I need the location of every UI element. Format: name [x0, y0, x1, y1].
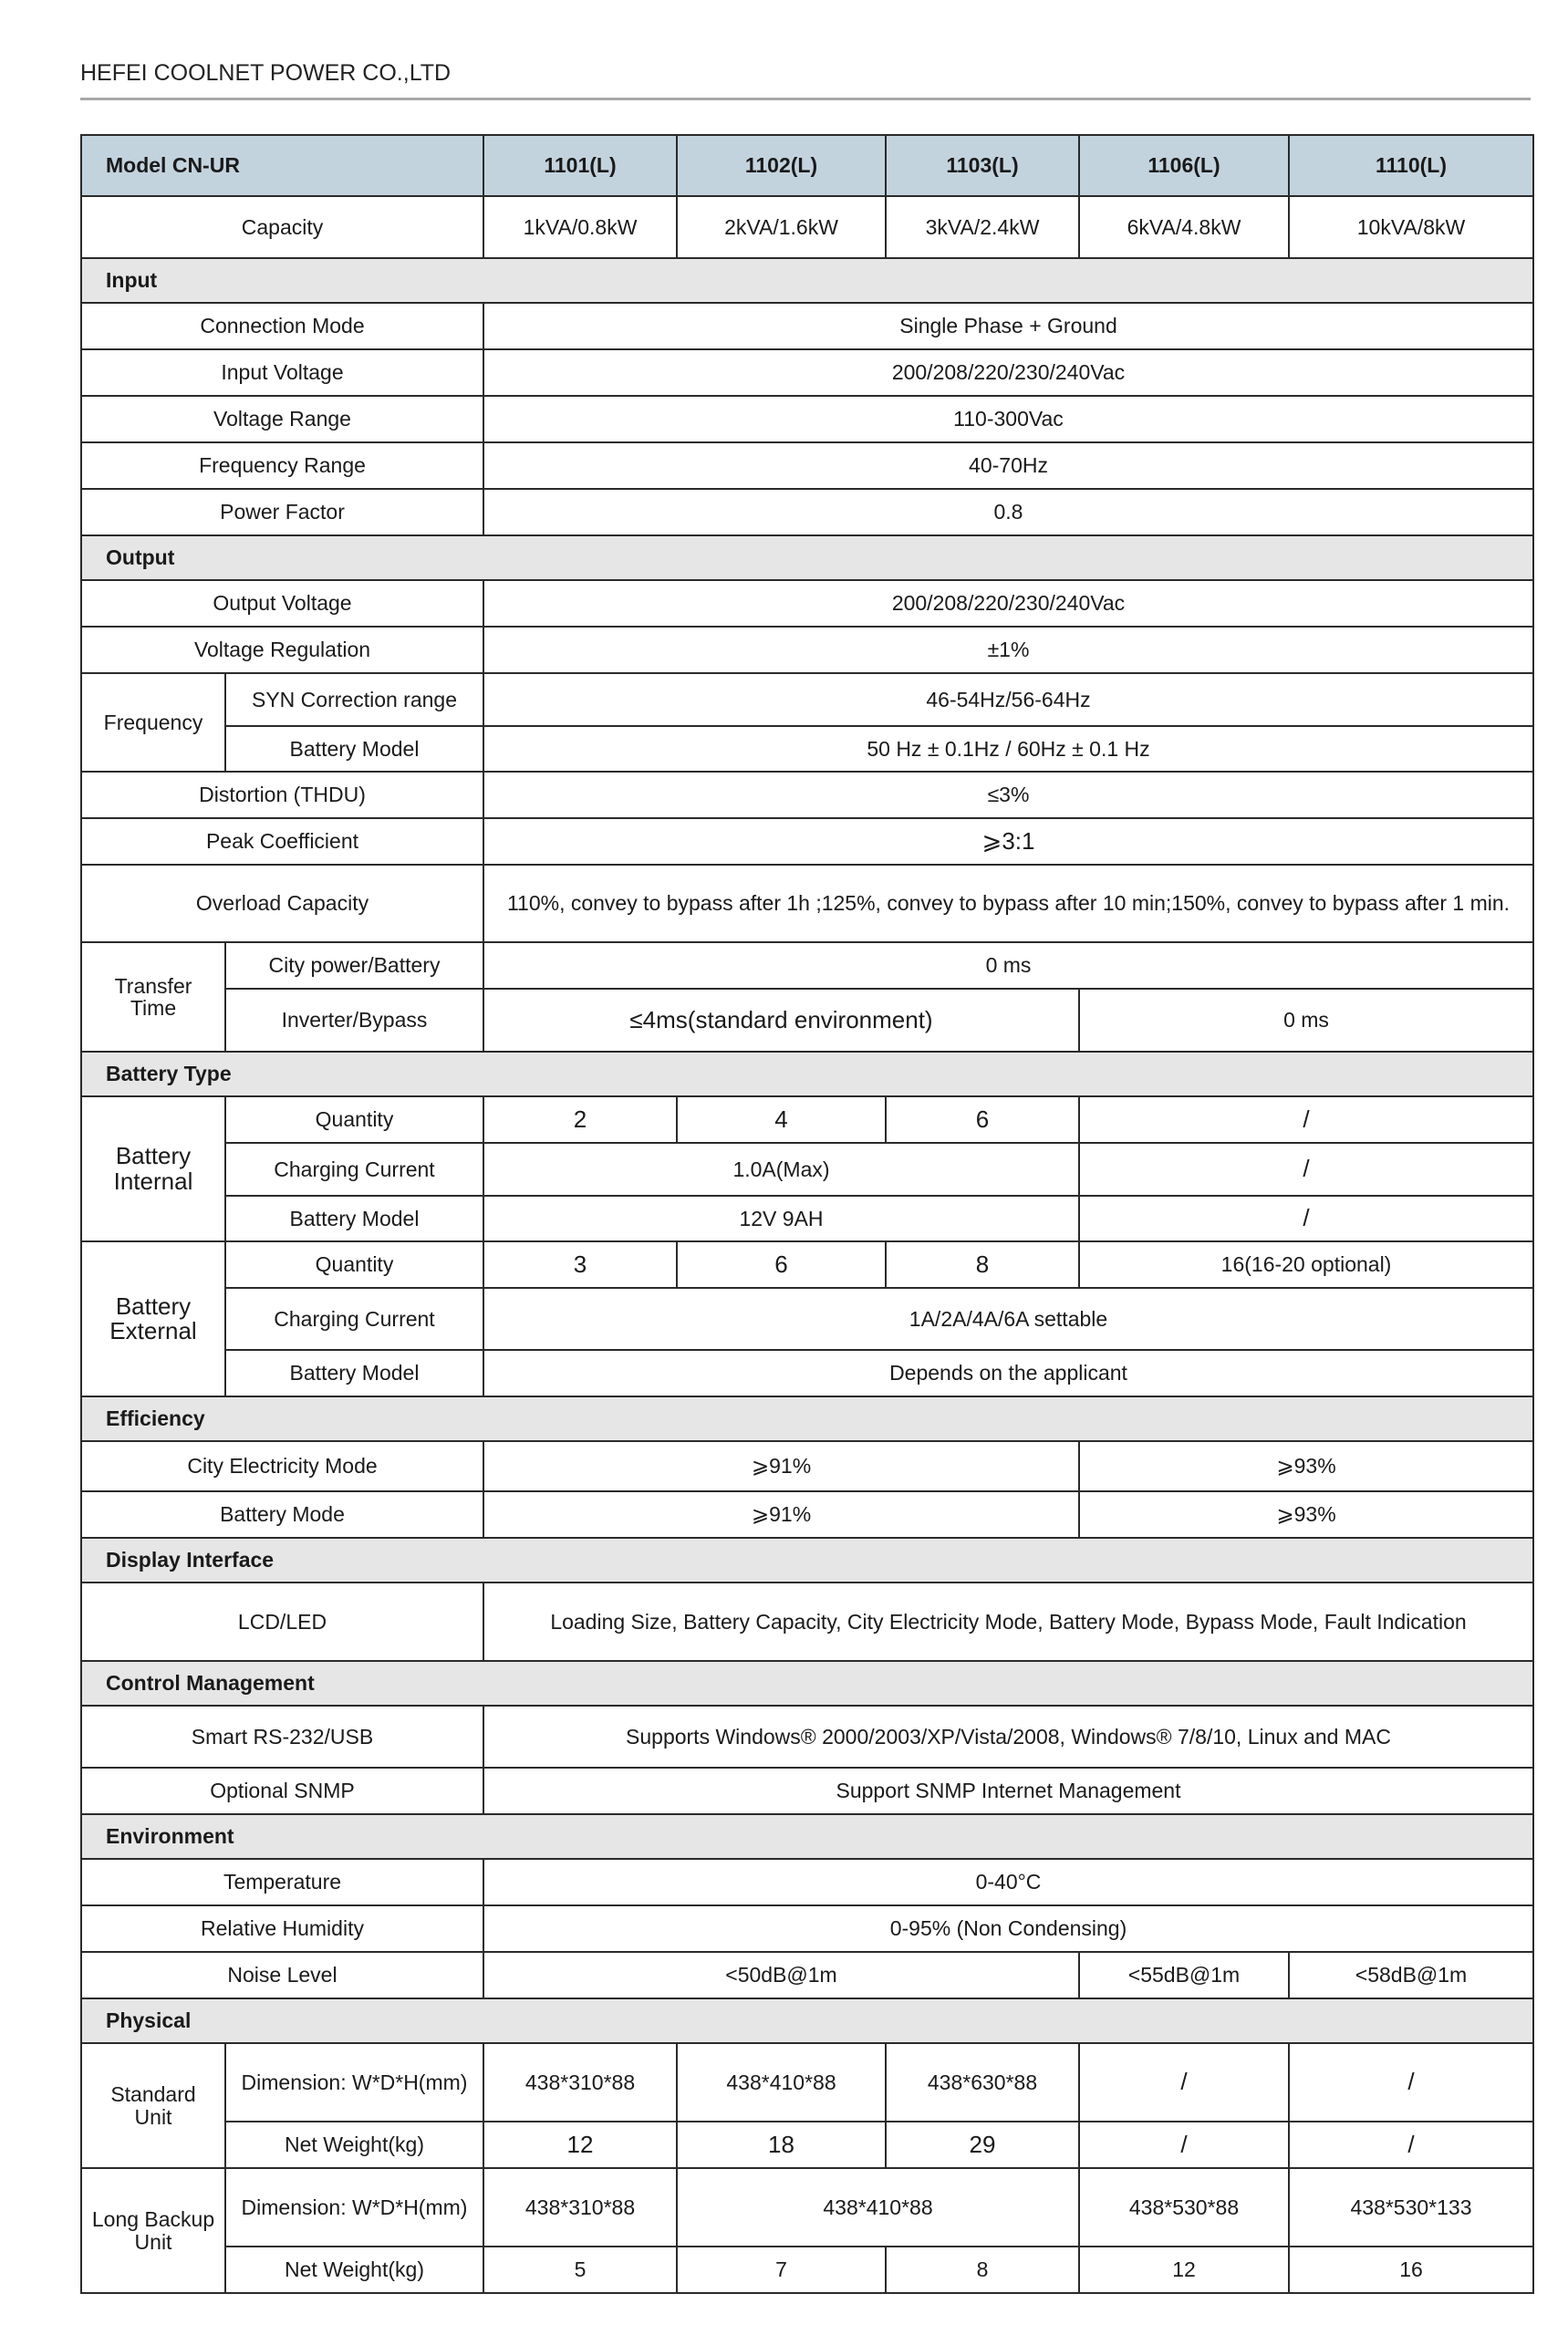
row-value: 438*630*88	[886, 2043, 1079, 2122]
row-label: Output Voltage	[81, 580, 483, 627]
row-label: Dimension: W*D*H(mm)	[225, 2043, 483, 2122]
row-value: 46-54Hz/56-64Hz	[483, 673, 1533, 726]
section-control	[81, 1661, 1533, 1706]
row-value: ⩾91%	[483, 1491, 1079, 1538]
row-label: Overload Capacity	[81, 865, 483, 942]
row-label: Distortion (THDU)	[81, 772, 483, 818]
row-label: Power Factor	[81, 489, 483, 535]
section-title: Control Management	[81, 1661, 1533, 1706]
model-col-3: 1103(L)	[886, 135, 1079, 196]
section-efficiency	[81, 1396, 1533, 1441]
row-value: 16	[1289, 2247, 1533, 2293]
table-row	[81, 1859, 1533, 1905]
row-value: ⩾93%	[1079, 1441, 1533, 1491]
group-label: Standard Unit	[81, 2043, 225, 2168]
row-value: /	[1079, 1143, 1533, 1196]
row-label: Battery Model	[225, 1196, 483, 1241]
table-row	[81, 2122, 1533, 2168]
row-value: /	[1079, 2122, 1289, 2168]
model-header-row	[81, 135, 1533, 196]
row-value: 40-70Hz	[483, 442, 1533, 489]
section-output	[81, 535, 1533, 580]
capacity-value: 6kVA/4.8kW	[1079, 196, 1289, 258]
model-label: Model CN-UR	[81, 135, 483, 196]
row-label: Relative Humidity	[81, 1905, 483, 1952]
table-row	[81, 1350, 1533, 1396]
table-row	[81, 989, 1533, 1052]
section-physical	[81, 1998, 1533, 2043]
row-value: <50dB@1m	[483, 1952, 1079, 1998]
section-display	[81, 1538, 1533, 1583]
row-value: 7	[677, 2247, 886, 2293]
capacity-value: 2kVA/1.6kW	[677, 196, 886, 258]
section-title: Output	[81, 535, 1533, 580]
row-value: ≤3%	[483, 772, 1533, 818]
row-label: Quantity	[225, 1241, 483, 1288]
row-value: 200/208/220/230/240Vac	[483, 580, 1533, 627]
section-title: Environment	[81, 1814, 1533, 1859]
row-label: City power/Battery	[225, 942, 483, 989]
row-value: 438*410*88	[677, 2168, 1079, 2247]
section-title: Physical	[81, 1998, 1533, 2043]
row-value: 4	[677, 1096, 886, 1143]
row-label: Noise Level	[81, 1952, 483, 1998]
table-row	[81, 580, 1533, 627]
row-label: Voltage Regulation	[81, 627, 483, 673]
row-value: /	[1079, 1096, 1533, 1143]
row-label: LCD/LED	[81, 1583, 483, 1661]
table-row	[81, 726, 1533, 772]
row-label: Connection Mode	[81, 303, 483, 349]
row-value: ⩾3:1	[483, 818, 1533, 865]
table-row	[81, 1143, 1533, 1196]
row-value: 0.8	[483, 489, 1533, 535]
row-value: 18	[677, 2122, 886, 2168]
capacity-value: 1kVA/0.8kW	[483, 196, 677, 258]
table-row	[81, 349, 1533, 396]
table-row	[81, 1706, 1533, 1768]
row-value: ±1%	[483, 627, 1533, 673]
row-value: 6	[677, 1241, 886, 1288]
spec-table	[80, 134, 1534, 2294]
table-row	[81, 396, 1533, 442]
row-value: 2	[483, 1096, 677, 1143]
table-row	[81, 2168, 1533, 2247]
row-value: 200/208/220/230/240Vac	[483, 349, 1533, 396]
row-value: /	[1079, 1196, 1533, 1241]
row-value: 8	[886, 1241, 1079, 1288]
section-title: Battery Type	[81, 1052, 1533, 1096]
group-label: Transfer Time	[81, 942, 225, 1052]
model-col-1: 1101(L)	[483, 135, 677, 196]
table-row	[81, 1288, 1533, 1350]
table-row	[81, 772, 1533, 818]
row-value: 29	[886, 2122, 1079, 2168]
company-name: HEFEI COOLNET POWER CO.,LTD	[80, 60, 452, 86]
row-value: ⩾93%	[1079, 1491, 1533, 1538]
row-value: 0 ms	[483, 942, 1533, 989]
table-row	[81, 1905, 1533, 1952]
row-value: 50 Hz ± 0.1Hz / 60Hz ± 0.1 Hz	[483, 726, 1533, 772]
row-label: Battery Mode	[81, 1491, 483, 1538]
table-row	[81, 1241, 1533, 1288]
row-label: Peak Coefficient	[81, 818, 483, 865]
capacity-label: Capacity	[81, 196, 483, 258]
model-col-4: 1106(L)	[1079, 135, 1289, 196]
section-title: Input	[81, 258, 1533, 303]
row-value: 16(16-20 optional)	[1079, 1241, 1533, 1288]
table-row	[81, 2247, 1533, 2293]
row-value: 0 ms	[1079, 989, 1533, 1052]
row-label: Battery Model	[225, 726, 483, 772]
group-label: Battery External	[81, 1241, 225, 1396]
group-label: Battery Internal	[81, 1096, 225, 1241]
row-value: 1A/2A/4A/6A settable	[483, 1288, 1533, 1350]
row-value: Supports Windows® 2000/2003/XP/Vista/2008, Windows® 7/8/10, Linux and MAC	[483, 1706, 1533, 1768]
table-row	[81, 818, 1533, 865]
row-label: Inverter/Bypass	[225, 989, 483, 1052]
row-label: Charging Current	[225, 1288, 483, 1350]
row-value: 0-95% (Non Condensing)	[483, 1905, 1533, 1952]
row-value: /	[1079, 2043, 1289, 2122]
capacity-value: 3kVA/2.4kW	[886, 196, 1079, 258]
table-row	[81, 1441, 1533, 1491]
table-row	[81, 1491, 1533, 1538]
row-value: Depends on the applicant	[483, 1350, 1533, 1396]
table-row	[81, 489, 1533, 535]
table-row	[81, 1952, 1533, 1998]
table-row	[81, 1583, 1533, 1661]
row-value: 110%, convey to bypass after 1h ;125%, convey to bypass after 10 min;150%, convey to bypass after 1 min.	[483, 865, 1533, 942]
row-label: Temperature	[81, 1859, 483, 1905]
row-value: 438*310*88	[483, 2168, 677, 2247]
row-value: <55dB@1m	[1079, 1952, 1289, 1998]
section-battery	[81, 1052, 1533, 1096]
row-label: SYN Correction range	[225, 673, 483, 726]
section-input	[81, 258, 1533, 303]
model-col-5: 1110(L)	[1289, 135, 1533, 196]
row-label: City Electricity Mode	[81, 1441, 483, 1491]
row-label: Dimension: W*D*H(mm)	[225, 2168, 483, 2247]
table-row	[81, 1096, 1533, 1143]
section-title: Display Interface	[81, 1538, 1533, 1583]
row-value: 438*310*88	[483, 2043, 677, 2122]
table-row	[81, 2043, 1533, 2122]
row-label: Battery Model	[225, 1350, 483, 1396]
row-value: ⩾91%	[483, 1441, 1079, 1491]
row-label: Net Weight(kg)	[225, 2122, 483, 2168]
row-label: Input Voltage	[81, 349, 483, 396]
row-label: Optional SNMP	[81, 1768, 483, 1814]
row-value: 3	[483, 1241, 677, 1288]
row-value: 12	[483, 2122, 677, 2168]
row-value: /	[1289, 2122, 1533, 2168]
capacity-value: 10kVA/8kW	[1289, 196, 1533, 258]
capacity-row	[81, 196, 1533, 258]
row-value: 438*530*88	[1079, 2168, 1289, 2247]
row-value: Support SNMP Internet Management	[483, 1768, 1533, 1814]
section-environment	[81, 1814, 1533, 1859]
group-label: Frequency	[81, 673, 225, 772]
row-value: Single Phase + Ground	[483, 303, 1533, 349]
table-row	[81, 303, 1533, 349]
group-label: Long Backup Unit	[81, 2168, 225, 2293]
table-row	[81, 1196, 1533, 1241]
table-row	[81, 627, 1533, 673]
row-value: 12V 9AH	[483, 1196, 1079, 1241]
row-value: 5	[483, 2247, 677, 2293]
table-row	[81, 442, 1533, 489]
row-value: 8	[886, 2247, 1079, 2293]
table-row	[81, 1768, 1533, 1814]
table-row	[81, 673, 1533, 726]
row-value: 438*410*88	[677, 2043, 886, 2122]
row-value: <58dB@1m	[1289, 1952, 1533, 1998]
row-value: 1.0A(Max)	[483, 1143, 1079, 1196]
row-label: Charging Current	[225, 1143, 483, 1196]
model-col-2: 1102(L)	[677, 135, 886, 196]
row-label: Net Weight(kg)	[225, 2247, 483, 2293]
row-label: Frequency Range	[81, 442, 483, 489]
row-value: Loading Size, Battery Capacity, City Electricity Mode, Battery Mode, Bypass Mode, Fault Indication	[483, 1583, 1533, 1661]
row-label: Voltage Range	[81, 396, 483, 442]
row-value: ≤4ms(standard environment)	[483, 989, 1079, 1052]
row-label: Quantity	[225, 1096, 483, 1143]
row-value: /	[1289, 2043, 1533, 2122]
row-value: 12	[1079, 2247, 1289, 2293]
table-row	[81, 865, 1533, 942]
row-value: 0-40°C	[483, 1859, 1533, 1905]
table-row	[81, 942, 1533, 989]
row-label: Smart RS-232/USB	[81, 1706, 483, 1768]
row-value: 438*530*133	[1289, 2168, 1533, 2247]
row-value: 110-300Vac	[483, 396, 1533, 442]
header-divider	[80, 98, 1531, 100]
row-value: 6	[886, 1096, 1079, 1143]
section-title: Efficiency	[81, 1396, 1533, 1441]
